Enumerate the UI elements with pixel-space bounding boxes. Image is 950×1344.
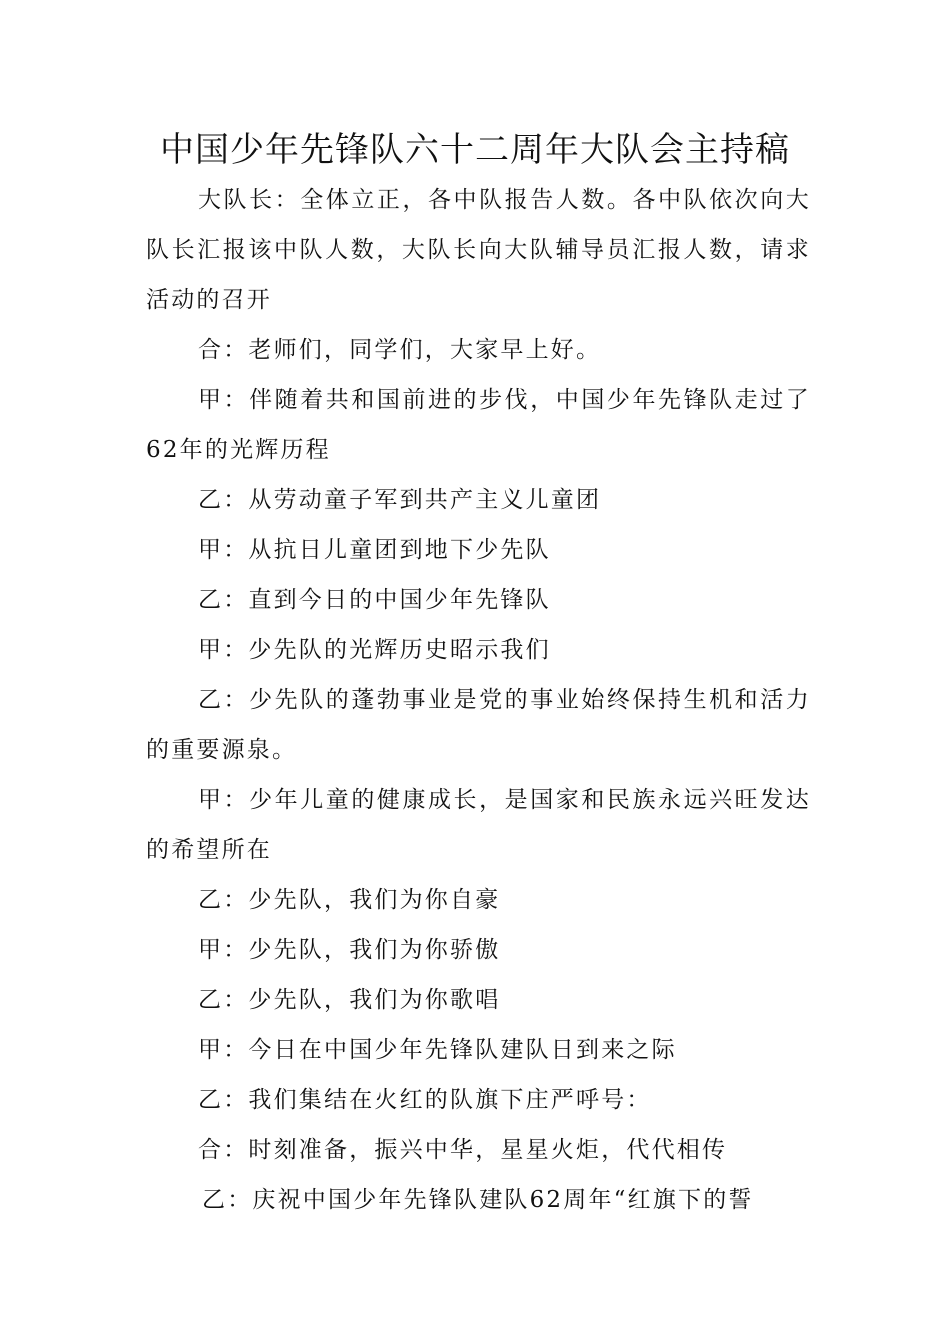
paragraph-line: 甲：少先队的光辉历史昭示我们 — [198, 637, 551, 663]
paragraph-line: 乙：少先队的蓬勃事业是党的事业始终保持生机和活力的重要源泉。 — [146, 687, 811, 763]
paragraph-line: 乙：直到今日的中国少年先锋队 — [198, 587, 551, 613]
paragraph-roll-call: 大队长：全体立正，各中队报告人数。各中队依次向大队长汇报该中队人数，大队长向大队辅导员汇报人数，请求活动的召开 — [146, 187, 811, 313]
paragraph-history: 甲：伴随着共和国前进的步伐，中国少年先锋队走过了62年的光辉历程 — [146, 387, 811, 463]
document-body — [146, 175, 811, 1225]
paragraph-line: 乙：少先队，我们为你歌唱 — [198, 987, 501, 1013]
paragraph-line: 甲：从抗日儿童团到地下少先队 — [198, 537, 551, 563]
paragraph-line: 合：时刻准备，振兴中华，星星火炬，代代相传 — [198, 1137, 728, 1163]
paragraph-line: 甲：今日在中国少年先锋队建队日到来之际 — [198, 1037, 677, 1063]
paragraph-line: 甲：少先队，我们为你骄傲 — [198, 937, 501, 963]
paragraph-line: 甲：少年儿童的健康成长，是国家和民族永远兴旺发达的希望所在 — [146, 787, 811, 863]
document-title: 中国少年先锋队六十二周年大队会主持稿 — [160, 130, 790, 170]
paragraph-line: 乙：少先队，我们为你自豪 — [198, 887, 501, 913]
paragraph-greeting: 合：老师们，同学们，大家早上好。 — [198, 337, 602, 363]
paragraph-line: 乙：庆祝中国少年先锋队建队62周年“红旗下的誓 — [202, 1187, 754, 1213]
paragraph-line: 乙：从劳动童子军到共产主义儿童团 — [198, 487, 602, 513]
paragraph-line: 乙：我们集结在火红的队旗下庄严呼号： — [198, 1087, 652, 1113]
